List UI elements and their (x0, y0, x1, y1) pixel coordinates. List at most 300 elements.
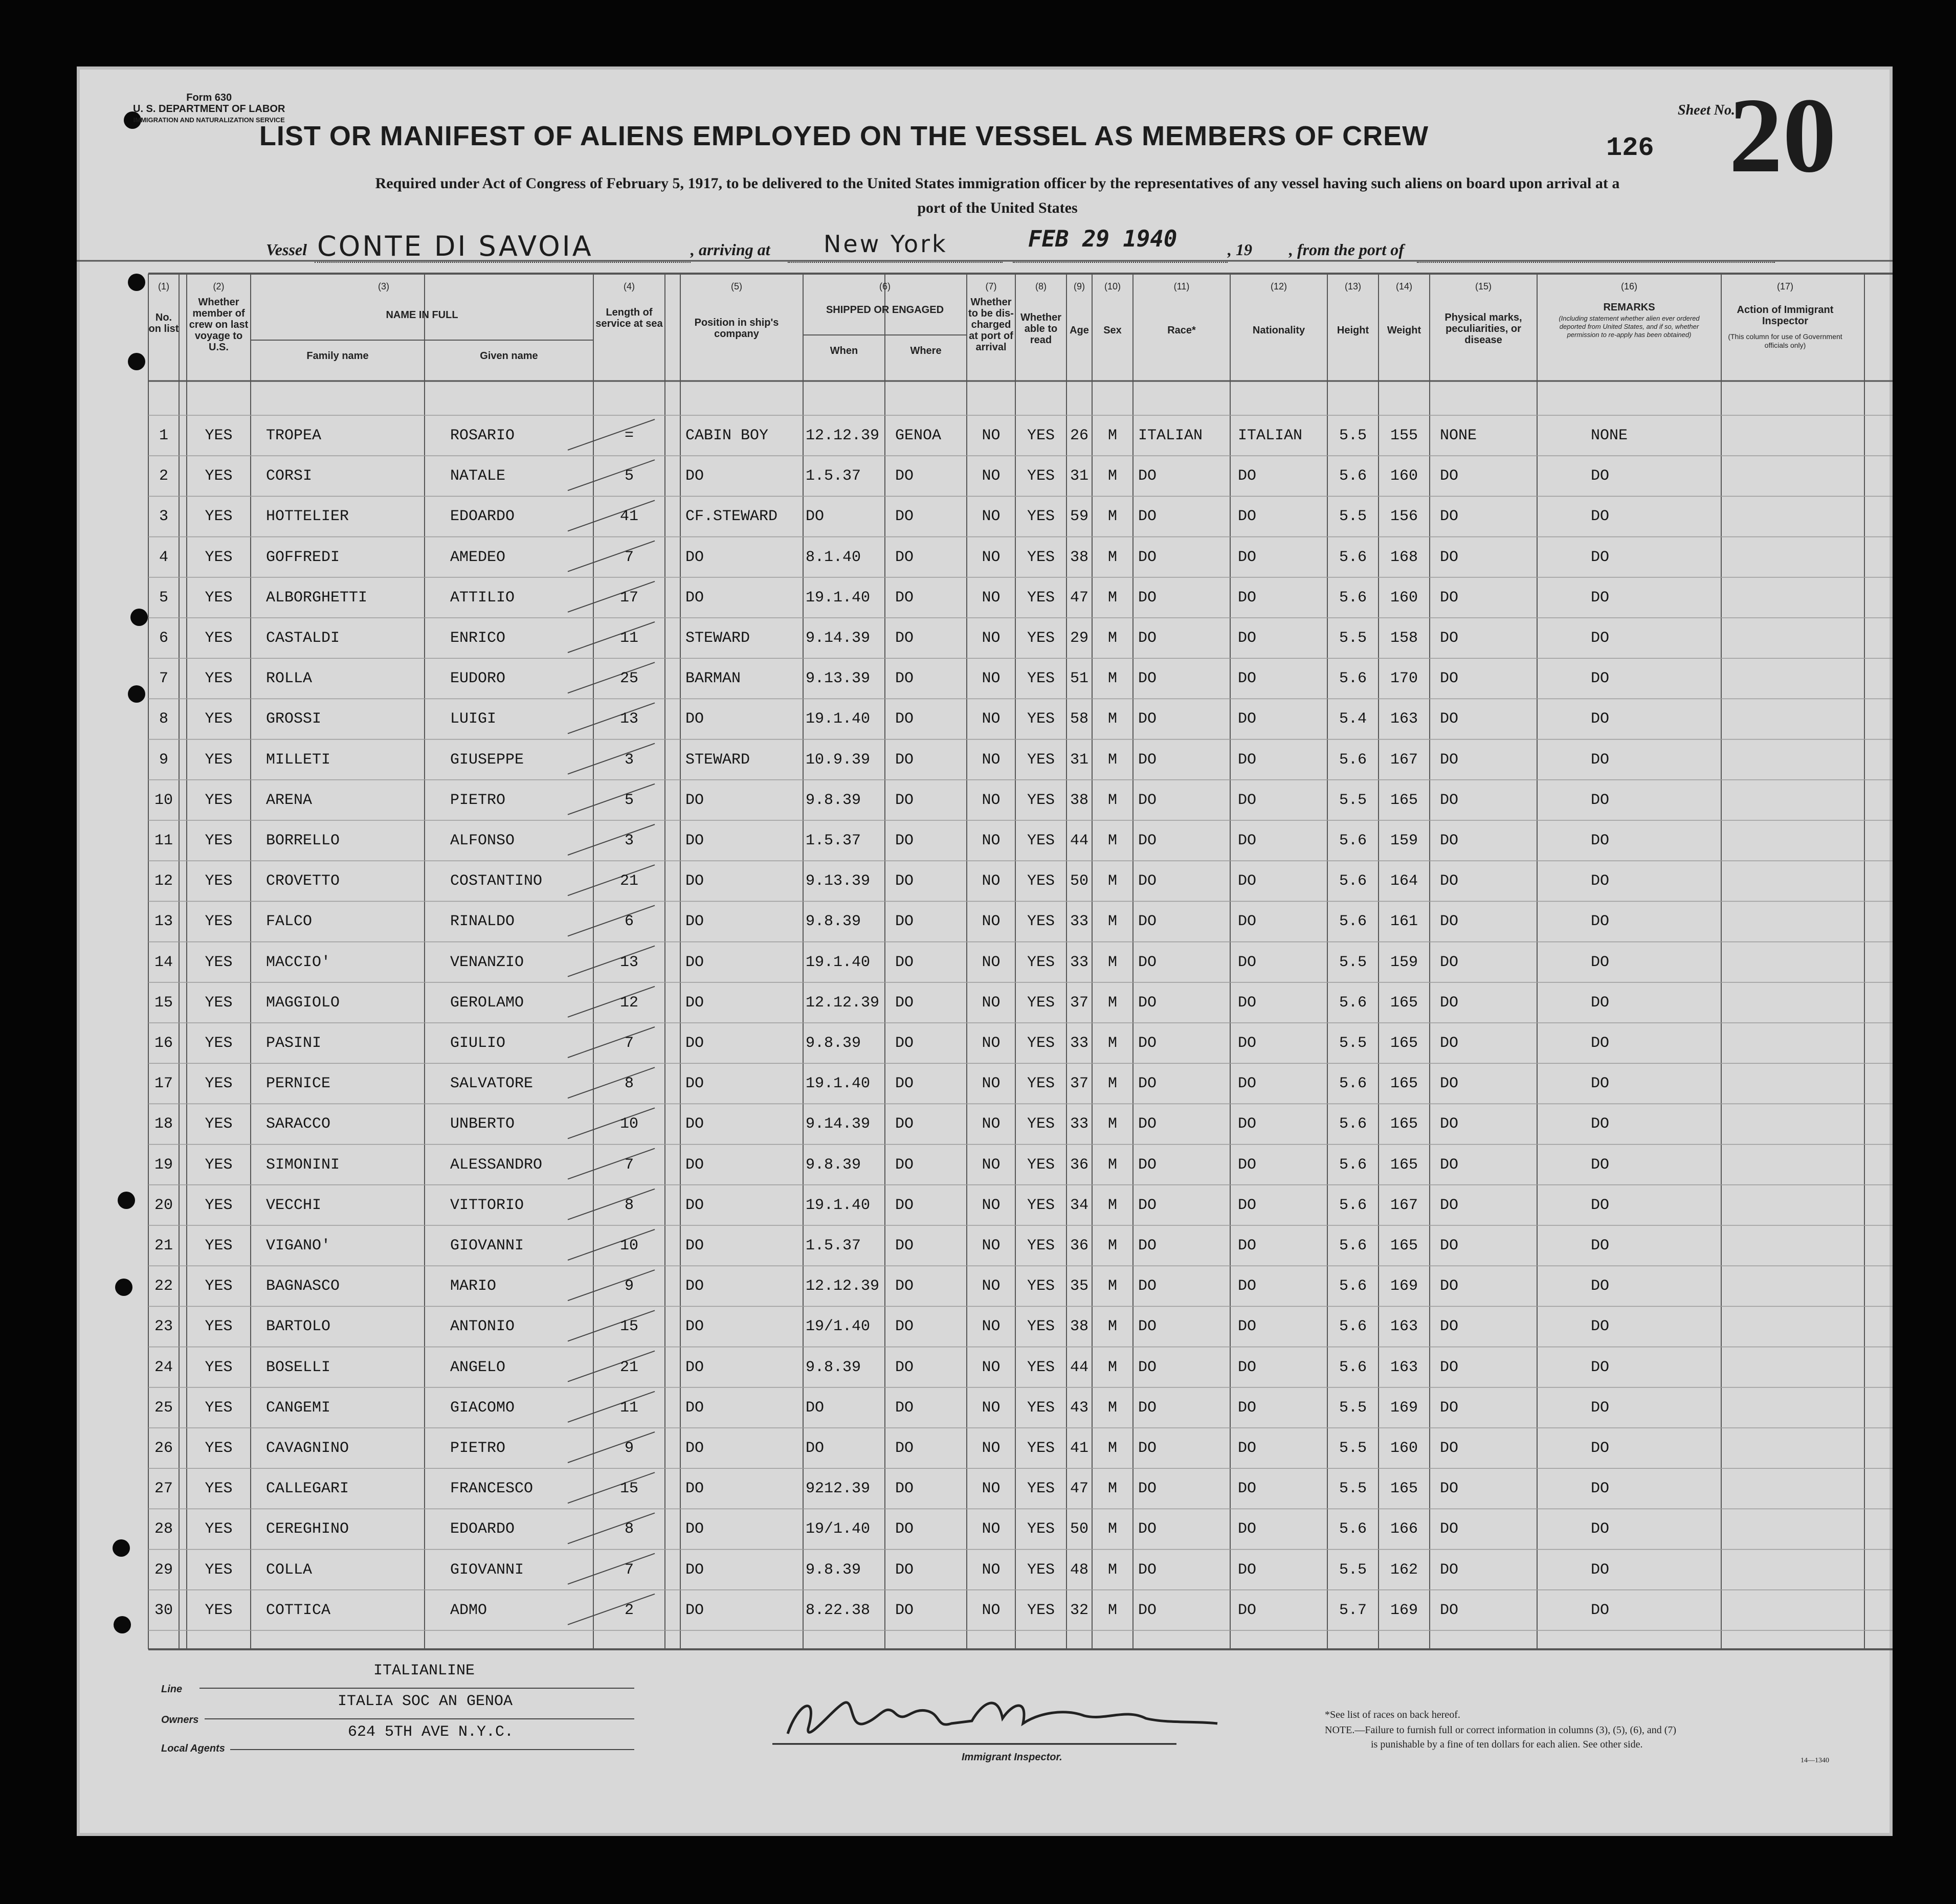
cell-length: 9 (624, 1440, 634, 1457)
cell-family: SARACCO (266, 1115, 331, 1133)
hdr-age: Age (1070, 325, 1089, 336)
cell-position: DO (685, 953, 704, 971)
cell-weight: 166 (1390, 1520, 1418, 1538)
cell-phys: DO (1440, 1440, 1459, 1457)
cell-read: YES (1027, 872, 1055, 890)
cell-family: FALCO (266, 913, 313, 931)
cell-where: DO (895, 1035, 914, 1052)
cell-nat: DO (1238, 467, 1257, 485)
cell-where: DO (895, 1358, 914, 1376)
cell-nat: DO (1238, 1075, 1257, 1093)
cell-weight: 158 (1390, 630, 1418, 647)
cell-phys: DO (1440, 508, 1459, 526)
cell-when: 19.1.40 (806, 1075, 871, 1093)
cell-age: 26 (1070, 427, 1088, 444)
cell-position: DO (685, 467, 704, 485)
cell-phys: DO (1440, 1035, 1459, 1052)
cell-disch: NO (982, 1237, 1001, 1255)
cell-where: DO (895, 548, 914, 566)
cell-weight: 169 (1390, 1601, 1418, 1619)
cell-family: PASINI (266, 1035, 322, 1052)
cell-read: YES (1027, 953, 1055, 971)
cell-height: 5.5 (1339, 427, 1367, 444)
punch-hole (128, 685, 145, 703)
cell-nat: DO (1238, 508, 1257, 526)
cell-sex: M (1107, 832, 1117, 849)
form-title: LIST OR MANIFEST OF ALIENS EMPLOYED ON THE VESSEL AS MEMBERS OF CREW (259, 121, 1429, 151)
cell-phys: DO (1440, 1561, 1459, 1579)
print-code: 14—1340 (1801, 1757, 1829, 1764)
cell-when: 12.12.39 (806, 994, 880, 1012)
cell-phys: DO (1440, 913, 1459, 931)
reference-number: 126 (1606, 133, 1654, 163)
cell-sex: M (1107, 1440, 1117, 1457)
col-num-17: (17) (1776, 281, 1793, 292)
cell-phys: DO (1440, 791, 1459, 809)
cell-length: 10 (619, 1237, 638, 1255)
cell-weight: 161 (1390, 913, 1418, 931)
cell-phys: DO (1440, 710, 1459, 728)
cell-length: 7 (624, 1156, 634, 1174)
cell-no: 7 (159, 670, 168, 688)
cell-disch: NO (982, 1035, 1001, 1052)
cell-read: YES (1027, 1520, 1055, 1538)
cell-family: ALBORGHETTI (266, 589, 368, 607)
year-label: , 19 (1228, 240, 1252, 259)
cell-position: STEWARD (685, 630, 750, 647)
from-port-label: , from the port of (1289, 240, 1404, 259)
cell-family: CROVETTO (266, 872, 340, 890)
hdr-discharged: Whether to be dis-charged at port of arrival (968, 297, 1014, 353)
cell-position: DO (685, 1318, 704, 1336)
cell-member: YES (205, 832, 233, 849)
hdr-when: When (830, 345, 858, 356)
cell-phys: DO (1440, 1399, 1459, 1417)
cell-no: 11 (154, 832, 173, 849)
cell-weight: 160 (1390, 467, 1418, 485)
cell-phys: DO (1440, 832, 1459, 849)
cell-race: DO (1138, 467, 1157, 485)
cell-read: YES (1027, 1399, 1055, 1417)
cell-race: DO (1138, 670, 1157, 688)
cell-sex: M (1107, 508, 1117, 526)
cell-height: 5.5 (1339, 1399, 1367, 1417)
cell-sex: M (1107, 1399, 1117, 1417)
cell-disch: NO (982, 872, 1001, 890)
cell-no: 6 (159, 630, 168, 647)
cell-age: 43 (1070, 1399, 1088, 1417)
cell-family: TROPEA (266, 427, 322, 444)
cell-phys: DO (1440, 1520, 1459, 1538)
cell-member: YES (205, 1156, 233, 1174)
hdr-nationality: Nationality (1252, 325, 1305, 336)
cell-family: BARTOLO (266, 1318, 331, 1336)
cell-height: 5.6 (1339, 1318, 1367, 1336)
cell-age: 51 (1070, 670, 1088, 688)
punch-hole (113, 1539, 130, 1557)
cell-age: 33 (1070, 1115, 1088, 1133)
punch-hole (128, 274, 145, 291)
cell-no: 14 (154, 953, 173, 971)
cell-member: YES (205, 1075, 233, 1093)
cell-position: DO (685, 1561, 704, 1579)
owners-label: Owners (161, 1714, 199, 1726)
cell-no: 9 (159, 751, 168, 769)
cell-member: YES (205, 710, 233, 728)
cell-sex: M (1107, 1278, 1117, 1295)
inspector-label: Immigrant Inspector. (962, 1752, 1062, 1763)
col-num-8: (8) (1035, 281, 1047, 292)
cell-read: YES (1027, 1278, 1055, 1295)
hdr-weight: Weight (1387, 325, 1421, 336)
cell-given: GIULIO (450, 1035, 506, 1052)
cell-length: 2 (624, 1601, 634, 1619)
cell-length: 13 (619, 953, 638, 971)
cell-given: GIOVANNI (450, 1561, 524, 1579)
cell-race: DO (1138, 1358, 1157, 1376)
cell-no: 5 (159, 589, 168, 607)
cell-read: YES (1027, 670, 1055, 688)
cell-read: YES (1027, 1601, 1055, 1619)
cell-sex: M (1107, 670, 1117, 688)
cell-remarks: DO (1591, 1358, 1610, 1376)
cell-member: YES (205, 1318, 233, 1336)
cell-member: YES (205, 1358, 233, 1376)
arriving-port: New York (824, 230, 948, 258)
cell-read: YES (1027, 589, 1055, 607)
cell-length: 8 (624, 1196, 634, 1214)
cell-when: 9.8.39 (806, 1156, 861, 1174)
cell-read: YES (1027, 1480, 1055, 1498)
cell-length: 5 (624, 467, 634, 485)
cell-nat: ITALIAN (1238, 427, 1303, 444)
cell-disch: NO (982, 1520, 1001, 1538)
cell-where: GENOA (895, 427, 942, 444)
cell-nat: DO (1238, 1318, 1257, 1336)
hdr-race: Race* (1167, 325, 1196, 336)
cell-remarks: DO (1591, 1601, 1610, 1619)
cell-member: YES (205, 791, 233, 809)
cell-age: 38 (1070, 548, 1088, 566)
cell-phys: DO (1440, 630, 1459, 647)
cell-where: DO (895, 1115, 914, 1133)
cell-weight: 167 (1390, 1196, 1418, 1214)
date-stamp: FEB 29 1940 (1028, 226, 1177, 252)
service-name: IMMIGRATION AND NATURALIZATION SERVICE (133, 116, 285, 124)
cell-read: YES (1027, 1440, 1055, 1457)
cell-disch: NO (982, 670, 1001, 688)
cell-remarks: DO (1591, 872, 1610, 890)
cell-disch: NO (982, 832, 1001, 849)
cell-race: DO (1138, 589, 1157, 607)
cell-when: 9.13.39 (806, 872, 871, 890)
cell-no: 24 (154, 1358, 173, 1376)
cell-nat: DO (1238, 1440, 1257, 1457)
cell-family: CANGEMI (266, 1399, 331, 1417)
cell-where: DO (895, 589, 914, 607)
cell-height: 5.6 (1339, 913, 1367, 931)
cell-where: DO (895, 1075, 914, 1093)
cell-disch: NO (982, 1196, 1001, 1214)
subtitle-line-1: Required under Act of Congress of February 5, 1917, to be delivered to the United States immigration officer by the representatives of any vessel having such aliens on board upon arrival at a (375, 175, 1620, 192)
cell-when: 9.8.39 (806, 1358, 861, 1376)
cell-position: DO (685, 832, 704, 849)
cell-member: YES (205, 1399, 233, 1417)
cell-where: DO (895, 670, 914, 688)
cell-read: YES (1027, 1075, 1055, 1093)
cell-member: YES (205, 1115, 233, 1133)
cell-weight: 165 (1390, 1115, 1418, 1133)
cell-read: YES (1027, 1561, 1055, 1579)
cell-disch: NO (982, 1318, 1001, 1336)
cell-nat: DO (1238, 1196, 1257, 1214)
col-num-6: (6) (879, 281, 891, 292)
form-subtitle (179, 171, 1816, 220)
cell-position: DO (685, 589, 704, 607)
cell-disch: NO (982, 1440, 1001, 1457)
cell-race: DO (1138, 508, 1157, 526)
cell-sex: M (1107, 427, 1117, 444)
cell-race: DO (1138, 1196, 1157, 1214)
cell-age: 58 (1070, 710, 1088, 728)
cell-no: 18 (154, 1115, 173, 1133)
col-num-7: (7) (985, 281, 997, 292)
cell-nat: DO (1238, 1480, 1257, 1498)
cell-phys: DO (1440, 872, 1459, 890)
cell-sex: M (1107, 1196, 1117, 1214)
cell-phys: DO (1440, 1480, 1459, 1498)
cell-sex: M (1107, 1318, 1117, 1336)
cell-no: 8 (159, 710, 168, 728)
cell-disch: NO (982, 1601, 1001, 1619)
cell-nat: DO (1238, 1156, 1257, 1174)
cell-no: 22 (154, 1278, 173, 1295)
cell-remarks: DO (1591, 710, 1610, 728)
cell-read: YES (1027, 508, 1055, 526)
line-value: ITALIANLINE (373, 1662, 475, 1679)
cell-no: 25 (154, 1399, 173, 1417)
cell-length: 21 (619, 872, 638, 890)
cell-race: DO (1138, 791, 1157, 809)
cell-nat: DO (1238, 751, 1257, 769)
cell-disch: NO (982, 751, 1001, 769)
cell-length: 3 (624, 751, 634, 769)
cell-remarks: DO (1591, 589, 1610, 607)
cell-member: YES (205, 1520, 233, 1538)
cell-disch: NO (982, 791, 1001, 809)
cell-sex: M (1107, 1358, 1117, 1376)
cell-weight: 170 (1390, 670, 1418, 688)
cell-remarks: DO (1591, 548, 1610, 566)
cell-phys: DO (1440, 1075, 1459, 1093)
cell-weight: 159 (1390, 953, 1418, 971)
cell-nat: DO (1238, 630, 1257, 647)
cell-remarks: DO (1591, 1318, 1610, 1336)
cell-family: CASTALDI (266, 630, 340, 647)
cell-member: YES (205, 508, 233, 526)
cell-no: 1 (159, 427, 168, 444)
cell-weight: 169 (1390, 1278, 1418, 1295)
cell-family: GOFFREDI (266, 548, 340, 566)
cell-no: 26 (154, 1440, 173, 1457)
cell-disch: NO (982, 467, 1001, 485)
cell-given: GIUSEPPE (450, 751, 524, 769)
cell-race: DO (1138, 913, 1157, 931)
cell-age: 31 (1070, 751, 1088, 769)
cell-height: 5.6 (1339, 548, 1367, 566)
cell-length: 8 (624, 1520, 634, 1538)
cell-read: YES (1027, 791, 1055, 809)
cell-given: LUIGI (450, 710, 497, 728)
cell-height: 5.6 (1339, 589, 1367, 607)
cell-where: DO (895, 1561, 914, 1579)
cell-weight: 168 (1390, 548, 1418, 566)
cell-race: DO (1138, 1601, 1157, 1619)
cell-position: DO (685, 791, 704, 809)
cell-given: RINALDO (450, 913, 515, 931)
cell-height: 5.7 (1339, 1601, 1367, 1619)
cell-no: 20 (154, 1196, 173, 1214)
cell-no: 2 (159, 467, 168, 485)
cell-disch: NO (982, 710, 1001, 728)
cell-age: 33 (1070, 953, 1088, 971)
cell-when: 19/1.40 (806, 1520, 871, 1538)
hdr-remarks-note: (Including statement whether alien ever ordered deported from United States, and if so, whether permission to re-apply has been obtained) (1559, 315, 1700, 339)
cell-no: 15 (154, 994, 173, 1012)
cell-member: YES (205, 1237, 233, 1255)
cell-family: COLLA (266, 1561, 313, 1579)
cell-position: CF.STEWARD (685, 508, 778, 526)
cell-position: DO (685, 1035, 704, 1052)
sheet-label: Sheet No. (1678, 102, 1735, 118)
cell-read: YES (1027, 427, 1055, 444)
cell-remarks: DO (1591, 1399, 1610, 1417)
cell-family: VECCHI (266, 1196, 322, 1214)
cell-position: DO (685, 1237, 704, 1255)
hdr-position: Position in ship's company (694, 317, 779, 340)
cell-height: 5.6 (1339, 1115, 1367, 1133)
cell-phys: DO (1440, 751, 1459, 769)
cell-position: DO (685, 1601, 704, 1619)
cell-height: 5.6 (1339, 1237, 1367, 1255)
cell-family: MILLETI (266, 751, 331, 769)
cell-weight: 163 (1390, 710, 1418, 728)
hdr-action-note: (This column for use of Government officials only) (1728, 332, 1842, 349)
cell-age: 36 (1070, 1156, 1088, 1174)
cell-remarks: DO (1591, 751, 1610, 769)
cell-weight: 159 (1390, 832, 1418, 849)
cell-where: DO (895, 1156, 914, 1174)
col-num-1: (1) (158, 281, 169, 292)
cell-race: DO (1138, 1561, 1157, 1579)
cell-age: 48 (1070, 1561, 1088, 1579)
cell-phys: DO (1440, 589, 1459, 607)
cell-member: YES (205, 872, 233, 890)
cell-when: 1.5.37 (806, 467, 861, 485)
cell-no: 10 (154, 791, 173, 809)
cell-phys: DO (1440, 1237, 1459, 1255)
cell-age: 47 (1070, 1480, 1088, 1498)
col-num-10: (10) (1104, 281, 1121, 292)
cell-phys: DO (1440, 1278, 1459, 1295)
cell-sex: M (1107, 548, 1117, 566)
cell-member: YES (205, 427, 233, 444)
cell-height: 5.6 (1339, 872, 1367, 890)
cell-sex: M (1107, 953, 1117, 971)
cell-weight: 165 (1390, 1075, 1418, 1093)
cell-race: DO (1138, 751, 1157, 769)
col-num-5: (5) (731, 281, 742, 292)
cell-member: YES (205, 548, 233, 566)
cell-given: VITTORIO (450, 1196, 524, 1214)
cell-no: 28 (154, 1520, 173, 1538)
cell-sex: M (1107, 1480, 1117, 1498)
owners-value: ITALIA SOC AN GENOA (338, 1693, 513, 1710)
cell-length: 6 (624, 913, 634, 931)
cell-race: DO (1138, 630, 1157, 647)
cell-race: DO (1138, 710, 1157, 728)
cell-phys: NONE (1440, 427, 1477, 444)
cell-given: EDOARDO (450, 508, 515, 526)
cell-age: 47 (1070, 589, 1088, 607)
cell-phys: DO (1440, 1115, 1459, 1133)
cell-given: ALESSANDRO (450, 1156, 543, 1174)
cell-family: CORSI (266, 467, 313, 485)
cell-age: 41 (1070, 1440, 1088, 1457)
cell-phys: DO (1440, 994, 1459, 1012)
col-num-16: (16) (1620, 281, 1637, 292)
cell-sex: M (1107, 467, 1117, 485)
cell-weight: 169 (1390, 1399, 1418, 1417)
cell-sex: M (1107, 1115, 1117, 1133)
cell-age: 33 (1070, 913, 1088, 931)
cell-nat: DO (1238, 791, 1257, 809)
cell-member: YES (205, 994, 233, 1012)
cell-given: ANGELO (450, 1358, 506, 1376)
cell-weight: 167 (1390, 751, 1418, 769)
cell-where: DO (895, 1480, 914, 1498)
cell-race: DO (1138, 1115, 1157, 1133)
cell-nat: DO (1238, 670, 1257, 688)
cell-race: DO (1138, 1278, 1157, 1295)
cell-member: YES (205, 1278, 233, 1295)
punch-hole (118, 1192, 135, 1209)
cell-age: 38 (1070, 1318, 1088, 1336)
cell-read: YES (1027, 832, 1055, 849)
cell-race: DO (1138, 872, 1157, 890)
cell-remarks: DO (1591, 670, 1610, 688)
cell-family: GROSSI (266, 710, 322, 728)
cell-phys: DO (1440, 1318, 1459, 1336)
cell-remarks: DO (1591, 1480, 1610, 1498)
cell-when: 9.13.39 (806, 670, 871, 688)
cell-where: DO (895, 630, 914, 647)
cell-where: DO (895, 791, 914, 809)
cell-remarks: DO (1591, 832, 1610, 849)
cell-height: 5.6 (1339, 1156, 1367, 1174)
cell-race: DO (1138, 1520, 1157, 1538)
cell-no: 4 (159, 548, 168, 566)
cell-member: YES (205, 589, 233, 607)
cell-given: ADMO (450, 1601, 487, 1619)
cell-weight: 165 (1390, 1480, 1418, 1498)
cell-remarks: DO (1591, 630, 1610, 647)
cell-position: STEWARD (685, 751, 750, 769)
cell-age: 50 (1070, 872, 1088, 890)
cell-given: ATTILIO (450, 589, 515, 607)
cell-read: YES (1027, 751, 1055, 769)
col-num-13: (13) (1344, 281, 1361, 292)
